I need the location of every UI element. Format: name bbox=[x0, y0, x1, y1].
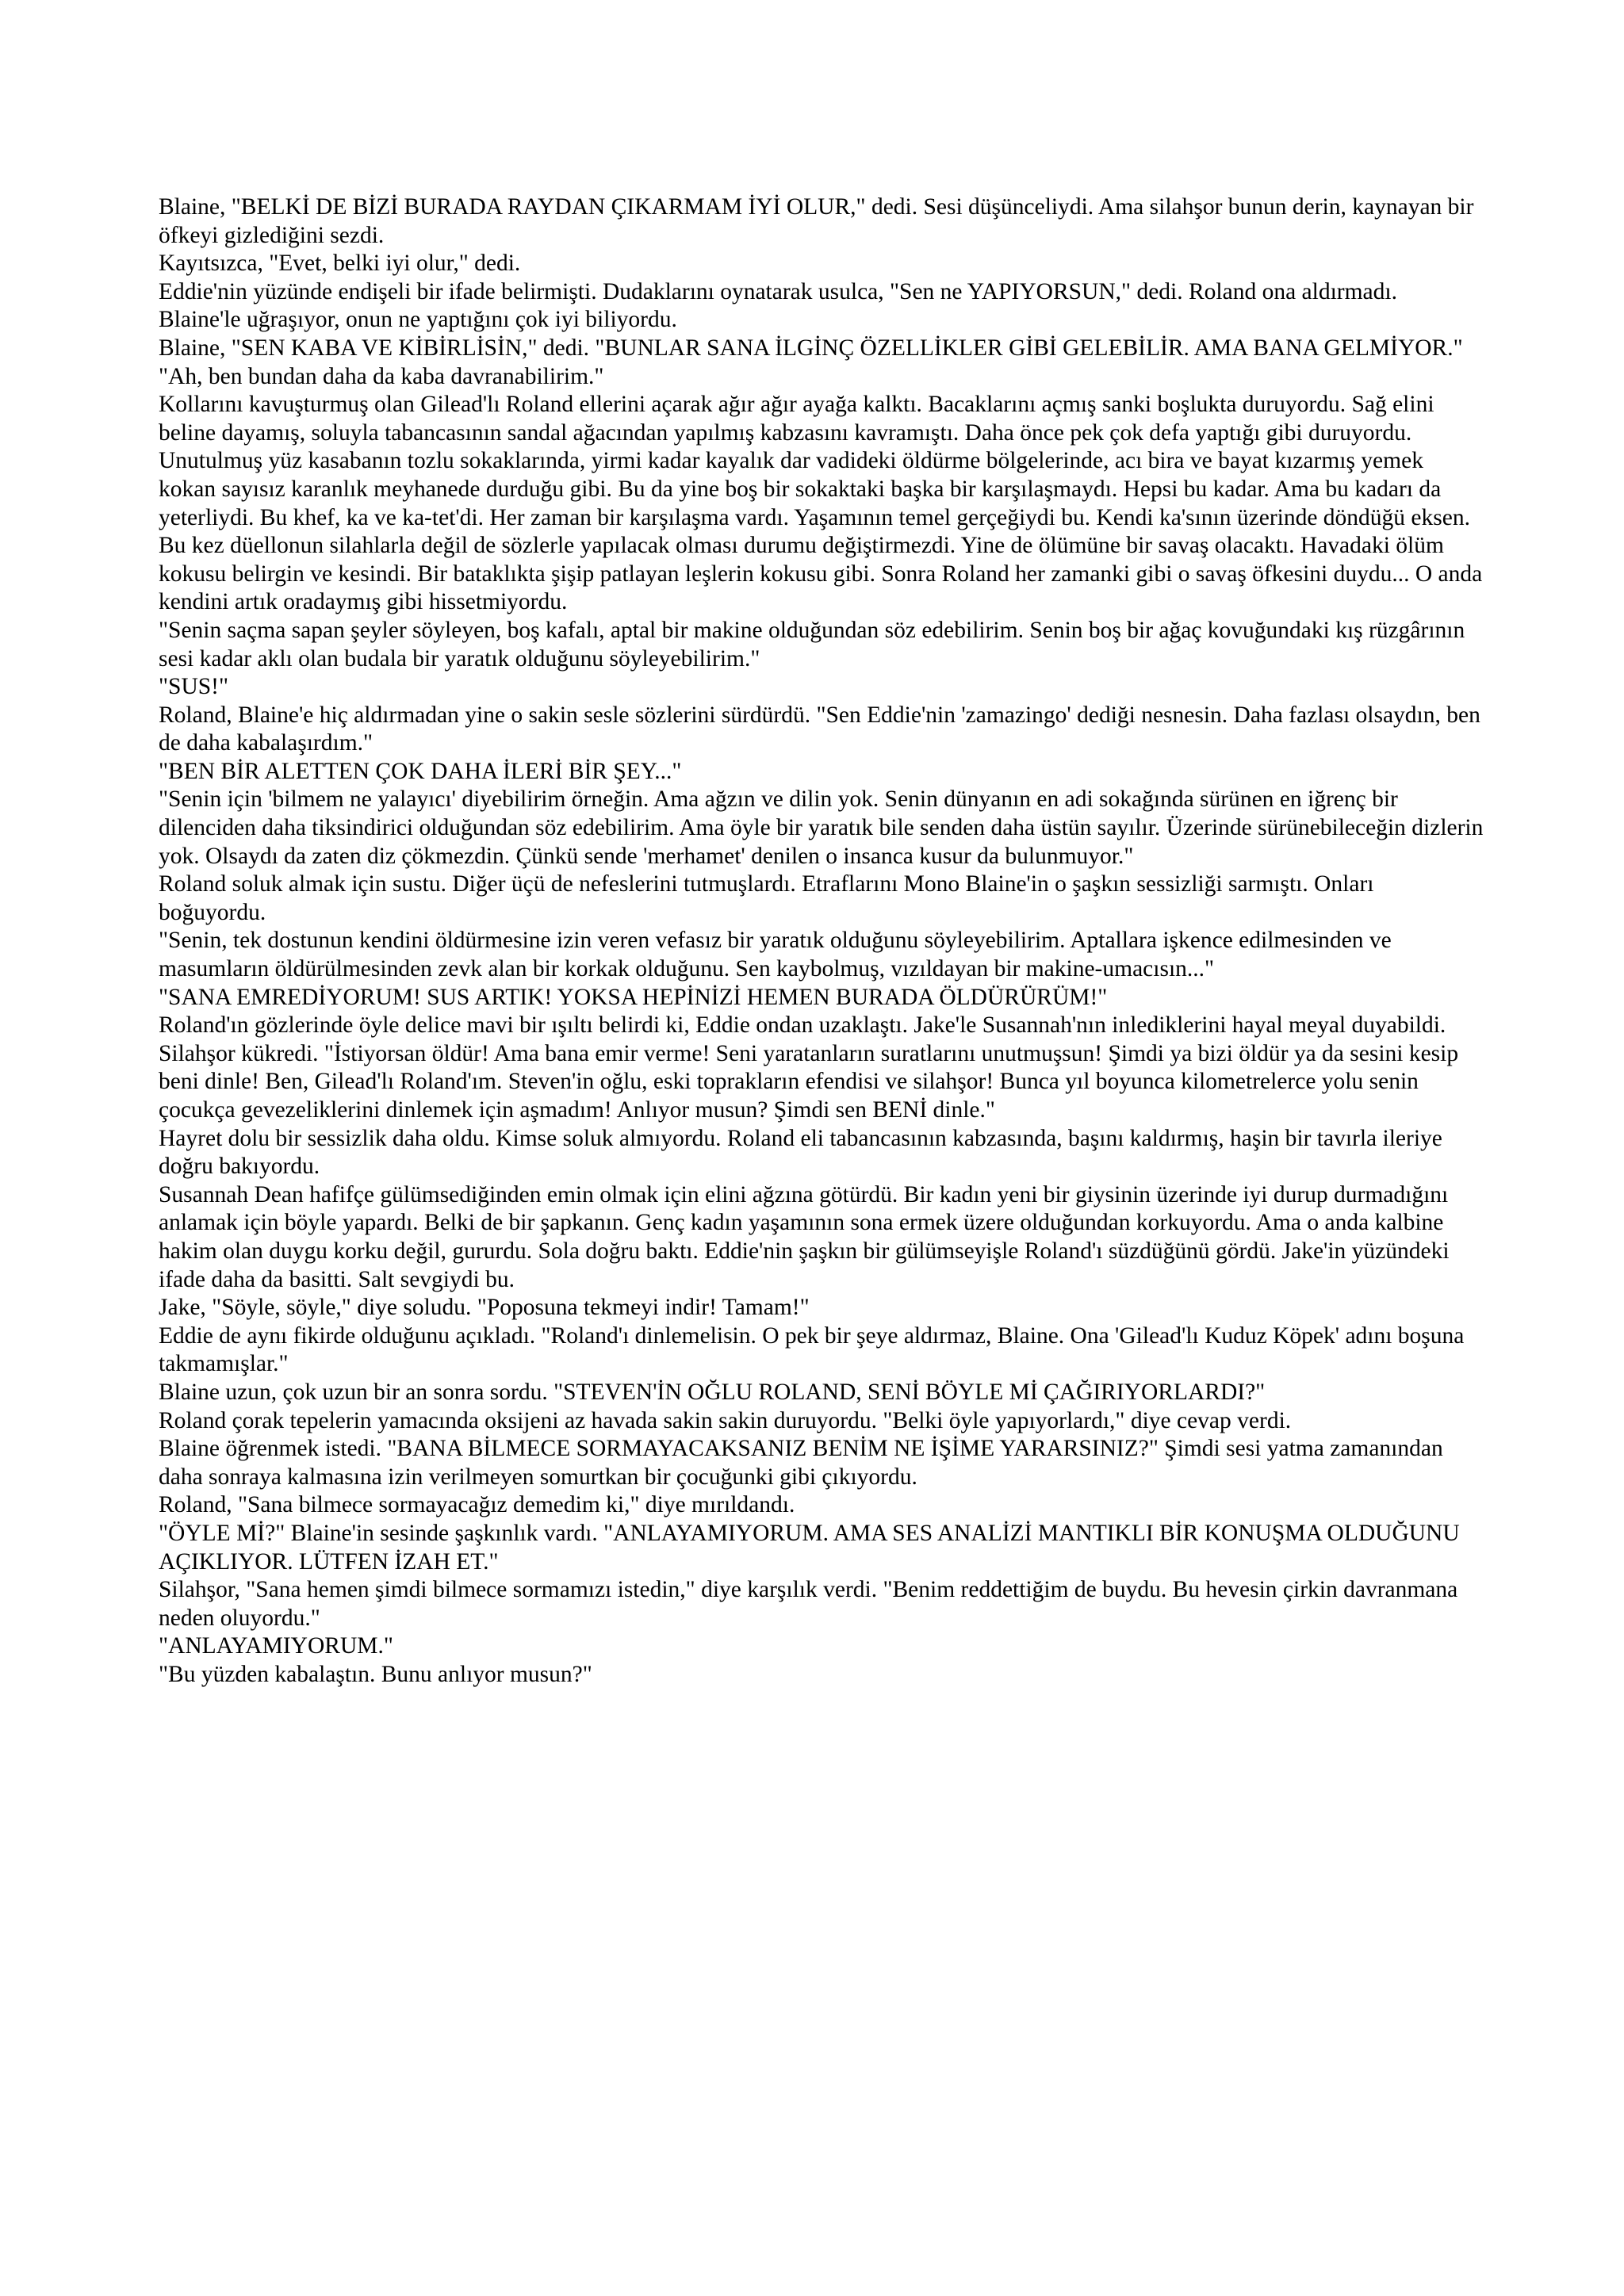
paragraph-22: Roland çorak tepelerin yamacında oksijeni az havada sakin sakin duruyordu. "Belki öyle yapıyorlardı," diye cevap verdi. bbox=[159, 1407, 1292, 1433]
paragraph-13: "Senin, tek dostunun kendini öldürmesine izin veren vefasız bir yaratık olduğunu söyleyebilirim. Aptallara işkence edilmesinden ve masumların öldürülmesinden zevk alan bir korkak olduğunu. Sen kaybolmuş, vızıldayan bir makine-umacısın..." bbox=[159, 928, 1392, 982]
body-text bbox=[159, 193, 1484, 1689]
paragraph-3: Eddie'nin yüzünde endişeli bir ifade belirmişti. Dudaklarını oynatarak usulca, "Sen ne YAPIYORSUN," dedi. Roland ona aldırmadı. Blaine'le uğraşıyor, onun ne yaptığını çok iyi biliyordu. bbox=[159, 278, 1397, 333]
paragraph-6: Kollarını kavuşturmuş olan Gilead'lı Roland ellerini açarak ağır ağır ayağa kalktı. Bacaklarını açmış sanki boşlukta duruyordu. Sağ elini beline dayamış, soluyla tabancasının sandal ağacından yapılmış kabzasını kavramıştı. Daha önce pek çok defa yaptığı gibi duruyordu. Unutulmuş yüz kasabanın tozlu sokaklarında, yirmi kadar kayalık dar vadideki öldürme bölgelerinde, acı bira ve bayat kızarmış yemek kokan sayısız karanlık meyhanede durduğu gibi. Bu da yine boş bir sokaktaki başka bir karşılaşmaydı. Hepsi bu kadar. Ama bu kadarı da yeterliydi. Bu khef, ka ve ka-tet'di. Her zaman bir karşılaşma vardı. Yaşamının temel gerçeğiydi bu. Kendi ka'sının üzerinde döndüğü eksen. Bu kez düellonun silahlarla değil de sözlerle yapılacak olması durumu değiştirmezdi. Yine de ölümüne bir savaş olacaktı. Havadaki ölüm kokusu belirgin ve kesindi. Bir bataklıkta şişip patlayan leşlerin kokusu gibi. Sonra Roland her zamanki gibi o savaş öfkesini duydu... O anda kendini artık oradaymış gibi hissetmiyordu. bbox=[159, 392, 1483, 615]
paragraph-19: Jake, "Söyle, söyle," diye soludu. "Poposuna tekmeyi indir! Tamam!" bbox=[159, 1295, 810, 1321]
paragraph-23: Blaine öğrenmek istedi. "BANA BİLMECE SORMAYACAKSANIZ BENİM NE İŞİME YARARSINIZ?" Şimdi sesi yatma zamanından daha sonraya kalmasına izin verilmeyen somurtkan bir çocuğunki gibi çıkıyordu. bbox=[159, 1436, 1443, 1490]
paragraph-18: Susannah Dean hafifçe gülümsediğinden emin olmak için elini ağzına götürdü. Bir kadın yeni bir giysinin üzerinde iyi durup durmadığını anlamak için böyle yapardı. Belki de bir şapkanın. Genç kadın yaşamının sona ermek üzere olduğundan korkuyordu. Ama o anda kalbine hakim olan duygu korku değil, gururdu. Sola doğru baktı. Eddie'nin şaşkın bir gülümseyişle Roland'ı süzdüğünü gördü. Jake'in yüzündeki ifade daha da basitti. Salt sevgiydi bu. bbox=[159, 1181, 1450, 1292]
paragraph-10: "BEN BİR ALETTEN ÇOK DAHA İLERİ BİR ŞEY..." bbox=[159, 758, 682, 784]
paragraph-24: Roland, "Sana bilmece sormayacağız demedim ki," diye mırıldandı. bbox=[159, 1492, 795, 1518]
paragraph-4: Blaine, "SEN KABA VE KİBİRLİSİN," dedi. "BUNLAR SANA İLGİNÇ ÖZELLİKLER GİBİ GELEBİLİR. AMA BANA GELMİYOR." bbox=[159, 335, 1463, 361]
paragraph-17: Hayret dolu bir sessizlik daha oldu. Kimse soluk almıyordu. Roland eli tabancasının kabzasında, başını kaldırmış, haşin bir tavırla ileriye doğru bakıyordu. bbox=[159, 1125, 1442, 1180]
paragraph-20: Eddie de aynı fikirde olduğunu açıkladı. "Roland'ı dinlemelisin. O pek bir şeye aldırmaz, Blaine. Ona 'Gilead'lı Kuduz Köpek' adını boşuna takmamışlar." bbox=[159, 1322, 1465, 1377]
paragraph-11: "Senin için 'bilmem ne yalayıcı' diyebilirim örneğin. Ama ağzın ve dilin yok. Senin dünyanın en adi sokağında sürünen en iğrenç bir dilenciden daha tiksindirici olduğundan söz edebilirim. Ama öyle bir yaratık bile senden daha üstün sayılır. Üzerinde sürünebileceğin dizlerin yok. Olsaydı da zaten diz çökmezdin. Çünkü sende 'merhamet' denilen o insanca kusur da bulunmuyor." bbox=[159, 786, 1484, 869]
paragraph-2: Kayıtsızca, "Evet, belki iyi olur," dedi. bbox=[159, 251, 521, 277]
paragraph-26: Silahşor, "Sana hemen şimdi bilmece sormamızı istedin," diye karşılık verdi. "Benim reddettiğim de buydu. Bu hevesin çirkin davranmana neden oluyordu." bbox=[159, 1577, 1458, 1631]
paragraph-16: Silahşor kükredi. "İstiyorsan öldür! Ama bana emir verme! Seni yaratanların suratlarını unutmuşsun! Şimdi ya bizi öldür ya da sesini kesip beni dinle! Ben, Gilead'lı Roland'ım. Steven'in oğlu, eski toprakların efendisi ve silahşor! Bunca yıl boyunca kilometrelerce yolu senin çocukça gevezeliklerini dinlemek için aşmadım! Anlıyor musun? Şimdi sen BENİ dinle." bbox=[159, 1040, 1459, 1123]
paragraph-7: "Senin saçma sapan şeyler söyleyen, boş kafalı, aptal bir makine olduğundan söz edebilirim. Senin boş bir ağaç kovuğundaki kış rüzgârının sesi kadar aklı olan budala bir yaratık olduğunu söyleyebilirim." bbox=[159, 617, 1465, 672]
paragraph-14: "SANA EMREDİYORUM! SUS ARTIK! YOKSA HEPİNİZİ HEMEN BURADA ÖLDÜRÜRÜM!" bbox=[159, 984, 1108, 1010]
paragraph-12: Roland soluk almak için sustu. Diğer üçü de nefeslerini tutmuşlardı. Etraflarını Mono Blaine'in o şaşkın sessizliği sarmıştı. Onları boğuyordu. bbox=[159, 871, 1374, 925]
paragraph-21: Blaine uzun, çok uzun bir an sonra sordu. "STEVEN'İN OĞLU ROLAND, SENİ BÖYLE Mİ ÇAĞIRIYORLARDI?" bbox=[159, 1379, 1266, 1405]
paragraph-9: Roland, Blaine'e hiç aldırmadan yine o sakin sesle sözlerini sürdürdü. "Sen Eddie'nin 'zamazingo' dediği nesnesin. Daha fazlası olsaydın, ben de daha kabalaşırdım." bbox=[159, 702, 1480, 756]
paragraph-28: "Bu yüzden kabalaştın. Bunu anlıyor musun?" bbox=[159, 1661, 592, 1687]
paragraph-8: "SUS!" bbox=[159, 674, 229, 700]
paragraph-15: Roland'ın gözlerinde öyle delice mavi bir ışıltı belirdi ki, Eddie ondan uzaklaştı. Jake'le Susannah'nın inlediklerini hayal meyal duyabildi. bbox=[159, 1012, 1446, 1039]
paragraph-5: "Ah, ben bundan daha da kaba davranabilirim." bbox=[159, 363, 604, 389]
paragraph-1: Blaine, "BELKİ DE BİZİ BURADA RAYDAN ÇIKARMAM İYİ OLUR," dedi. Sesi düşünceliydi. Ama silahşor bunun derin, kaynayan bir öfkeyi gizlediğini sezdi. bbox=[159, 194, 1474, 248]
paragraph-25: "ÖYLE Mİ?" Blaine'in sesinde şaşkınlık vardı. "ANLAYAMIYORUM. AMA SES ANALİZİ MANTIKLI BİR KONUŞMA OLDUĞUNU AÇIKLIYOR. LÜTFEN İZAH ET." bbox=[159, 1520, 1460, 1575]
paragraph-27: "ANLAYAMIYORUM." bbox=[159, 1633, 393, 1659]
